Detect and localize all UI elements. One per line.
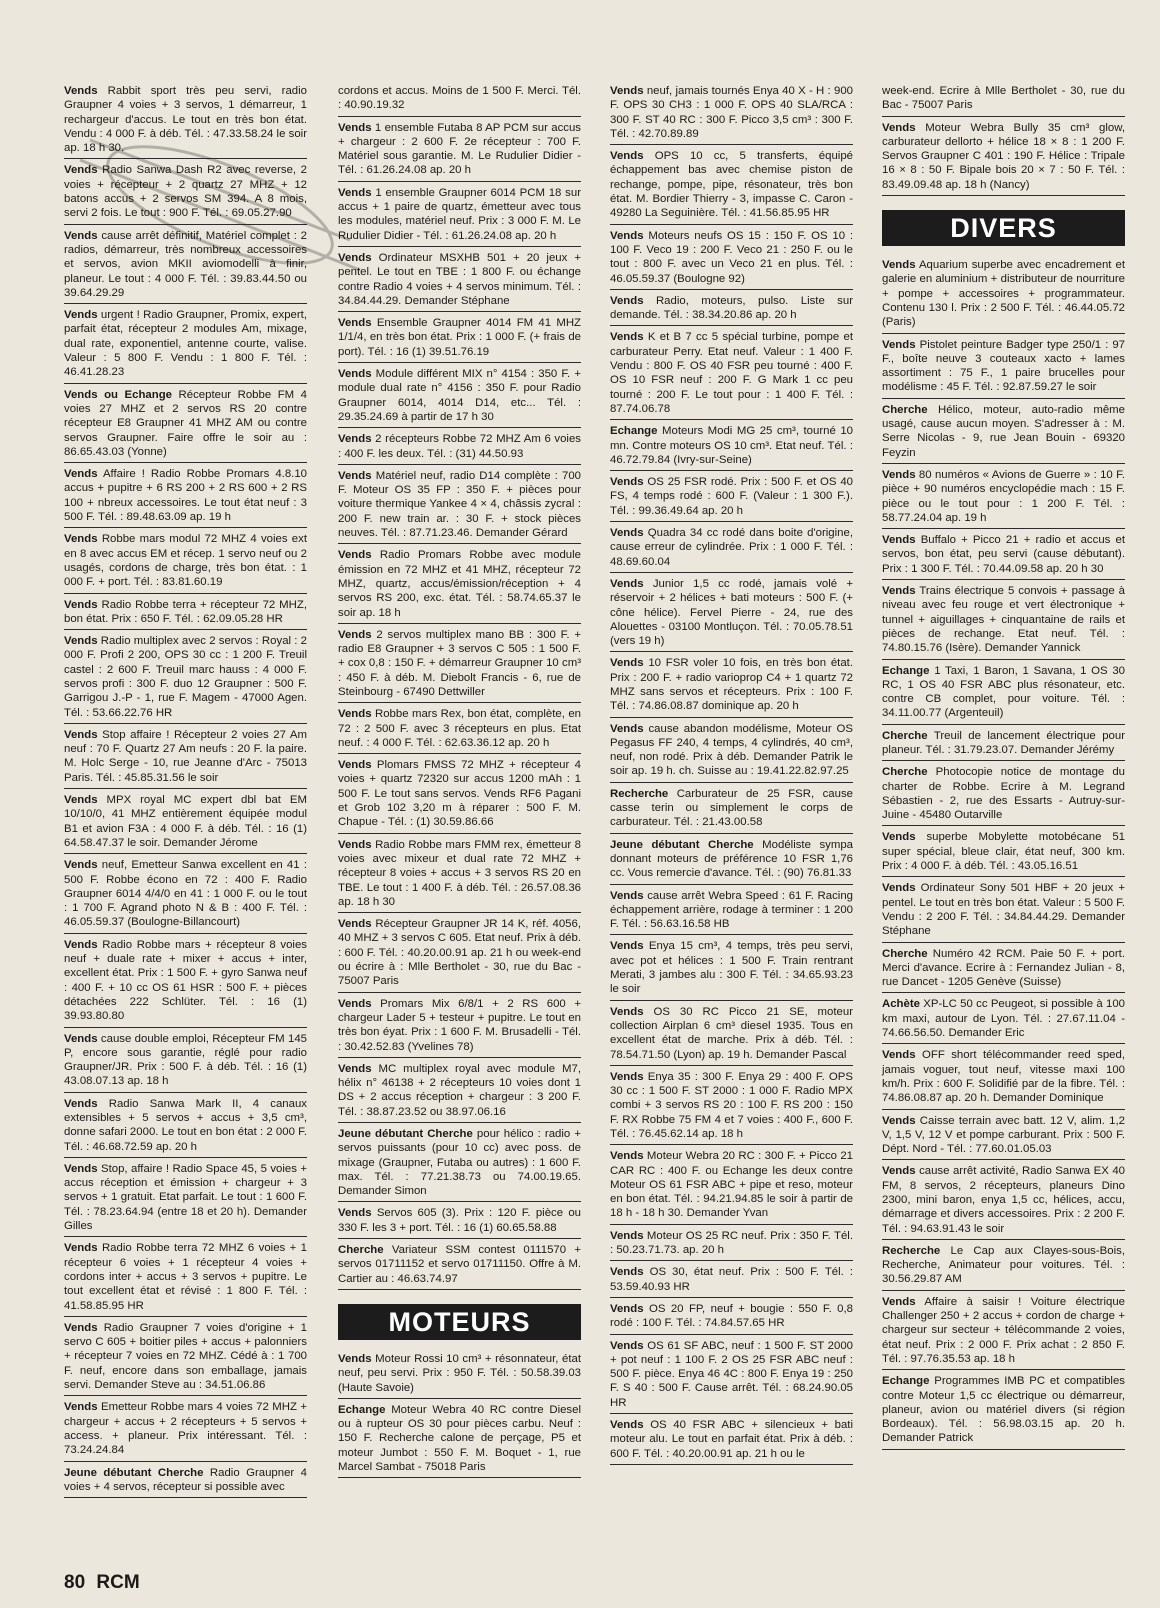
classified-ad: [882, 256, 1125, 333]
ad-text: Radio Robbe terra + récepteur 72 MHZ, bon état. Prix : 650 F. Tél. : 62.09.05.28 HR: [64, 598, 307, 625]
ad-verb: Vends: [338, 121, 372, 134]
ad-verb: Vends: [64, 309, 98, 322]
classified-ad: [64, 596, 307, 631]
ad-verb: Vends: [64, 1242, 98, 1255]
ad-verb: Vends: [338, 1062, 372, 1075]
ad-verb: Echange: [882, 664, 930, 677]
classified-ad: [610, 422, 853, 471]
ad-text: Servos 605 (3). Prix : 120 F. pièce ou 330 F. les 3 + port. Tél. : 16 (1) 60.65.58.88: [338, 1207, 581, 1234]
ad-text: Stop affaire ! Récepteur 2 voies 27 Am neuf : 70 F. Quartz 27 Am neufs : 20 F. la paire. M. Holc Serge - 10, rue Jeanne d'Arc - 75013 Paris. Tél. : 45.85.31.56 le soir: [64, 728, 307, 784]
ad-text: Radio Promars Robbe avec module émission en 72 MHZ et 41 MHZ, récepteur 72 MHZ, quartz, accus/émission/réception + 4 servos RS 200, exc. état. Tél. : 58.74.65.37 le soir ap. 18 h: [338, 549, 581, 619]
classified-ad: [338, 546, 581, 623]
ad-text: urgent ! Radio Graupner, Promix, expert, parfait état, récepteur 2 modules Am, mixage, dual rate, exponentiel, antenne courte, valise. Valeur : 5 800 F. Vendu : 1 800 F. Tél. : 46.41.28.23: [64, 309, 307, 379]
column-4: [882, 82, 1125, 1452]
classified-ad: [610, 575, 853, 652]
ad-text: OPS 10 cc, 5 transferts, équipé échappement bas avec chemise piston de rechange, pompe, pipe, résonateur, très bon état. M. Bordier Thierry - 3, impasse C. Caron - 49280 La Seguinière. Tél. : 41.56.85.95 HR: [610, 150, 853, 220]
ad-text: cause abandon modélisme, Moteur OS Pegasus FF 240, 4 temps, 4 cylindrés, 40 cm³, neuf, non rodé. Prix à déb. Demander Patrik le soir ap. 19 h. ch. Suisse au : 19.41.22.82.97.25: [610, 722, 853, 778]
ad-text: XP-LC 50 cc Peugeot, si possible à 100 km maxi, autour de Lyon. Tél. : 27.67.11.04 - 74.66.56.50. Demander Eric: [882, 998, 1125, 1040]
classified-ad: [338, 995, 581, 1058]
ad-text: cause double emploi, Récepteur FM 145 P, encore sous garantie, réglé pour radio Graupner/JR. Prix : 500 F. à déb. Tél. : 16 (1) 43.08.07.13 ap. 18 h: [64, 1032, 307, 1088]
classified-ad: [64, 465, 307, 528]
ad-verb: Vends: [64, 229, 98, 242]
ad-verb: Vends ou Echange: [64, 388, 172, 401]
section-heading-divers: DIVERS: [882, 210, 1125, 246]
ad-verb: Vends: [64, 533, 98, 546]
ad-verb: Vends: [610, 1229, 644, 1242]
classified-ad: [64, 1239, 307, 1316]
classified-ad: [338, 626, 581, 703]
ad-verb: Jeune débutant Cherche: [338, 1128, 473, 1140]
ad-text: 80 numéros « Avions de Guerre » : 10 F. pièce + 90 numéros encyclopédie mach : 15 F. pièce ou le tout pour : 1 200 F. Tél. : 58.77.24.04 ap. 19 h: [882, 468, 1125, 524]
ad-verb: Vends: [64, 468, 98, 481]
ad-text: OS 61 SF ABC, neuf : 1 500 F. ST 2000 + pot neuf : 1 100 F. 2 OS 25 FSR ABC neuf : 500 F. pièce. Enya 46 4C : 800 F. Enya 19 : 250 F. S 40 : 500 F. Cause arrêt. Tél. : 68.24.90.05 HR: [610, 1339, 853, 1409]
classified-ad: [338, 365, 581, 428]
ad-text: 10 FSR voler 10 fois, en très bon état. Prix : 200 F. + radio varioprop C4 + 1 quartz 72 MHZ sans servos et récepteurs. Prix : 100 F. Tél. : 74.86.08.87 dominique ap. 20 h: [610, 657, 853, 713]
ad-text: OS 30 RC Picco 21 SE, moteur collection Airplan 6 cm³ diesel 1935. Tous en excellent état de marche. Prix à déb. Tél. : 78.54.71.50 (Lyon) ap. 19 h. Demander Pascal: [610, 1005, 853, 1061]
ad-text: MPX royal MC expert dbl bat EM 10/10/0, 41 MHZ entièrement équipée modul B1 et avion F3A : 4 000 F. à déb. Tél. : 16 (1) 64.58.47.37 le soir. Demander Jérome: [64, 794, 307, 849]
classified-ad: [64, 1319, 307, 1396]
ad-verb: Recherche: [882, 1244, 941, 1257]
ad-verb: Vends: [338, 708, 372, 721]
classified-ad: [64, 1464, 307, 1499]
ad-verb: Vends: [338, 759, 372, 772]
classified-ad: [610, 654, 853, 717]
ad-verb: Achète: [882, 998, 920, 1011]
ad-verb: Vends: [64, 728, 98, 741]
ad-text: Trains électrique 5 convois + passage à niveau avec feu rouge et vert électronique + tunnel + aiguillages + cinquantaine de rails et pièces de rechange. Etat neuf. Tél. : 74.80.15.76 (Isère). Demander Yannick: [882, 585, 1125, 655]
ad-text: Aquarium superbe avec encadrement et galerie en aluminium + distributeur de nourriture + pompe + accessoires + programmateur. Contenu 130 l. Prix : 2 500 F. Tél. : 46.44.05.72 (Paris): [882, 259, 1125, 329]
classified-ad: [610, 524, 853, 573]
ad-verb: Vends: [338, 997, 372, 1010]
ad-text: Plomars FMSS 72 MHZ + récepteur 4 voies + quartz 72320 sur accus 1200 mAh : 1 500 F. Le tout sans servos. Vends RF6 Pagani et Grob 102 3,20 m à réparer : 500 F. M. Chapue - Tél. : (1) 30.59.86.66: [338, 759, 581, 829]
classified-ad: [64, 386, 307, 463]
ad-verb: Vends: [610, 1419, 644, 1432]
ad-text: cause arrêt activité, Radio Sanwa EX 40 FM, 8 servos, 2 récepteurs, planeurs Dino 2300, mini baron, enya 1,5 cc, hélices, accu, démarrage et divers accessoires. Prix : 2 200 F. Tél. : 94.63.91.43 le soir: [882, 1165, 1125, 1235]
classified-ad: [882, 119, 1125, 196]
ad-text: Stop, affaire ! Radio Space 45, 5 voies + accus réception et émission + chargeur + 3 servos + 1 gratuit. Etat parfait. Le tout : 1 600 F. Tél. : 78.23.64.94 (entre 18 et 20 h). Demander Gilles: [64, 1162, 307, 1233]
ad-verb: Cherche: [882, 403, 928, 416]
ad-verb: Vends: [610, 657, 644, 670]
classified-ad: [610, 1300, 853, 1335]
classified-ad: [338, 184, 581, 247]
ad-verb: Vends: [338, 628, 372, 641]
ad-verb: Vends: [338, 469, 372, 482]
ad-text: Radio, moteurs, pulso. Liste sur demande. Tél. : 38.34.20.86 ap. 20 h: [610, 294, 853, 322]
ad-text: Affaire à saisir ! Voiture électrique Challenger 250 + 2 accus + cordon de charge + chargeur sur secteur + télécommande 2 voies, état neuf. Prix : 2 000 F. Prix achat : 2 850 F. Tél. : 97.76.35.53 ap. 18 h: [882, 1295, 1125, 1365]
classified-ad: [610, 82, 853, 145]
ad-text: Ordinateur MSXHB 501 + 20 jeux + pentel. Le tout en TBE : 1 800 F. ou échange contre Radio 4 voies + 4 servos minimum. Tél. : 34.84.44.29. Demander Stéphane: [338, 251, 581, 307]
ad-text: Moteur Webra 20 RC : 300 F. + Picco 21 CAR RC : 400 F. ou Echange les deux contre Moteur OS 61 FSR ABC + pipe et reso, moteur en bon état. Tél. : 94.21.94.85 le soir à partir de 18 h - 18 h 30. Demander Yvan: [610, 1150, 853, 1220]
column-2: [338, 82, 581, 1480]
ad-text: Récepteur Graupner JR 14 K, réf. 4056, 40 MHZ + 3 servos C 605. Etat neuf. Prix à déb. : 600 F. Tél. : 40.20.00.91 ap. 21 h ou week-end ou écrire à : Mlle Bertholet - 30, rue du Bac - 75007 Paris: [338, 918, 581, 988]
classified-ad: [64, 1160, 307, 1237]
classified-ad: [882, 466, 1125, 529]
classified-ad: [882, 401, 1125, 464]
classified-ad: [64, 1030, 307, 1093]
ad-verb: Vends: [610, 527, 644, 540]
ad-verb: Vends: [64, 1032, 98, 1045]
ad-text: Radio Sanwa Dash R2 avec reverse, 2 voies + récepteur + 2 quartz 27 MHZ + 12 batons accus + 2 servos SM 394. A 8 mois, servi 2 fois. Le tout : 900 F. Tél. : 69.05.27.90: [64, 164, 307, 220]
ad-verb: Vends: [338, 251, 372, 264]
ad-verb: Vends: [338, 1207, 372, 1220]
classified-ad: [610, 1416, 853, 1465]
ad-text: Variateur SSM contest 0111570 + servos 01711152 et servo 01711150. Offre à M. Cartier au : 46.63.74.97: [338, 1244, 581, 1285]
ad-verb: Vends: [610, 889, 644, 902]
ad-text: OS 25 FSR rodé. Prix : 500 F. et OS 40 FS, 4 temps rodé : 600 F. (Valeur : 1 300 F.). Tél. : 99.36.49.64 ap. 20 h: [610, 476, 853, 517]
ad-verb: Vends: [610, 331, 644, 344]
column-3: [610, 82, 853, 1467]
ad-verb: Vends: [338, 549, 372, 562]
ad-verb: Vends: [882, 1049, 916, 1062]
ad-text: Modéliste sympa donnant moteurs de préférence 10 FSR 1,76 cc. Vous remercie d'avance. Tél. : (90) 76.81.33: [610, 838, 853, 880]
ad-verb: Vends: [610, 1005, 644, 1018]
ad-text: Promars Mix 6/8/1 + 2 RS 600 + chargeur Lader 5 + testeur + pupitre. Le tout en très bon éyat. Prix : 1 600 F. M. Brusadelli - Tél. : 30.42.52.83 (Yvelines 78): [338, 997, 581, 1053]
column-2-moteurs-ads: [338, 1350, 581, 1478]
classified-ad: [882, 828, 1125, 877]
classified-ad: [338, 467, 581, 544]
ad-verb: Cherche: [882, 766, 928, 779]
classified-ad: [882, 1162, 1125, 1239]
ad-text: Ensemble Graupner 4014 FM 41 MHZ 1/1/4, en très bon état. Prix : 1 000 F. (+ frais de port). Tél. : 16 (1) 39.51.76.19: [338, 317, 581, 358]
ad-verb: Vends: [610, 1150, 644, 1163]
ad-verb: Vends: [882, 534, 916, 547]
ad-verb: Echange: [610, 425, 658, 438]
classified-ad: [338, 915, 581, 992]
ad-text: Enya 15 cm³, 4 temps, très peu servi, avec pot et hélices : 1 500 F. Train rentrant Merati, 3 jambes alu : 300 F. Tél. : 34.65.93.23 le soir: [610, 940, 853, 996]
ad-verb: Vends: [64, 1162, 98, 1175]
page-number: 80: [64, 1572, 86, 1593]
classified-ad: [882, 1046, 1125, 1109]
ad-verb: Jeune débutant Cherche: [610, 838, 754, 851]
classified-ad: [882, 1293, 1125, 1370]
classified-ad: [610, 937, 853, 1000]
ad-verb: Jeune débutant Cherche: [64, 1466, 204, 1479]
ad-text: OFF short télécommander reed sped, jamais voguer, tout neuf, vitesse maxi 100 km/h. Prix : 600 F. Solidifié par de la fibre. Tél. : 74.86.08.87 ap. 20 h. Demander Dominique: [882, 1049, 1125, 1105]
ad-text: pour hélico : radio + servos puissants (pour 10 cc) avec poss. de mixage (Graupner, Futaba ou autres) : 1 600 F. max. Tél. : 77.21.38.73 ou 74.00.19.65. Demander Simon: [338, 1128, 582, 1198]
classified-ad: [64, 1095, 307, 1158]
classified-ad: [64, 791, 307, 854]
classified-ad: [64, 530, 307, 593]
classified-ad: [610, 227, 853, 290]
ad-text: Buffalo + Picco 21 + radio et accus et servos, bon état, peu servi (cause débutant). Prix : 1 300 F. Tél. : 70.44.09.58 ap. 20 h 30: [882, 534, 1125, 575]
ad-text: Ordinateur Sony 501 HBF + 20 jeux + pentel. Le tout en très bon état. Valeur : 5 500 F. Vendu : 2 200 F. Tél. : 34.84.44.29. Demander Stéphane: [882, 882, 1125, 938]
ad-text: Le Cap aux Clayes-sous-Bois, Recherche, Animateur pour voitures. Tél. : 30.56.29.87 AM: [882, 1244, 1125, 1286]
ad-text: Radio Robbe terra 72 MHZ 6 voies + 1 récepteur 6 voies + 1 récepteur 4 voies + cordons inter + accus + 3 servos + pupitre. Le tout excellent état et révisé : 1 800 F. Tél. : 41.58.85.95 HR: [64, 1242, 307, 1312]
ad-verb: Vends: [338, 838, 372, 851]
classified-ad: [610, 1147, 853, 1224]
ad-text: cause arrêt Webra Speed : 61 F. Racing échappement arrière, rodage à terminer : 1 200 F. Tél. : 56.63.16.58 HB: [610, 889, 853, 931]
ad-text: neuf, jamais tournés Enya 40 X - H : 900 F. OPS 30 CH3 : 1 000 F. OPS 40 SLA/RCA : 300 F. ST 40 RC : 300 F. Picco 3,5 cm³ : 300 F. Tél. : 42.70.89.89: [610, 85, 853, 140]
ad-verb: Vends: [882, 121, 916, 134]
ad-verb: Vends: [610, 150, 644, 163]
ad-verb: Vends: [64, 598, 98, 611]
ad-text: cause arrêt définitif, Matériel complet : 2 radios, démarreur, très nombreux accessoires et servos, avion MKII aviomodelli à finir, planeur. Le tout : 4 000 F. Tél. : 39.83.44.50 ou 39.64.29.29: [64, 229, 307, 299]
ad-verb: Cherche: [338, 1244, 384, 1257]
ad-text: Moteur Webra Bully 35 cm³ glow, carburateur dellorto + hélice 18 × 8 : 1 200 F. Servos Graupner C 401 : 190 F. Hélice : Tripale 16 × 8 : 50 F. Bipale bois 20 × 7 : 50 F. Tél. : 83.49.09.48 ap. 18 h (Nancy): [882, 121, 1125, 191]
ad-verb: Vends: [610, 1266, 644, 1279]
classified-ad: [64, 227, 307, 304]
section-heading-moteurs: MOTEURS: [338, 1304, 581, 1340]
ad-verb: Vends: [610, 294, 644, 307]
column-2-ads: [338, 82, 581, 1290]
magazine-name: RCM: [96, 1572, 140, 1593]
ad-text: OS 30, état neuf. Prix : 500 F. Tél. : 53.59.40.93 HR: [610, 1266, 853, 1293]
ad-text: Emetteur Robbe mars 4 voies 72 MHZ + chargeur + accus + 2 récepteurs + 5 servos + access. + planeur. Prix intéressant. Tél. : 73.24.24.84: [64, 1401, 307, 1457]
ad-text: 1 Taxi, 1 Baron, 1 Savana, 1 OS 30 RC, 1 OS 40 FSR ABC plus résonateur, etc. contre CB complet, pour voiture. Tél. : 34.11.00.77 (Argenteuil): [882, 664, 1125, 720]
ad-verb: Vends: [64, 938, 98, 951]
ad-text: OS 40 FSR ABC + silencieux + bati moteur alu. Le tout en parfait état. Prix à déb. : 600 F. Tél. : 40.20.00.91 ap. 21 h ou le: [610, 1419, 853, 1460]
ad-verb: Vends: [882, 585, 916, 598]
ad-verb: Vends: [610, 85, 644, 97]
ad-text: superbe Mobylette motobécane 51 super spécial, bleue clair, état neuf, 300 km. Prix : 4 000 F. à déb. Tél. : 43.05.16.51: [882, 831, 1125, 873]
classified-ad: [610, 1263, 853, 1298]
ad-verb: Vends: [882, 1114, 916, 1127]
classified-ad: [610, 473, 853, 522]
classified-ad: [882, 582, 1125, 659]
ad-verb: Vends: [882, 1295, 916, 1308]
ad-verb: Vends: [610, 577, 644, 590]
classified-ad: [882, 1242, 1125, 1291]
ad-text: Treuil de lancement électrique pour planeur. Tél. : 31.79.23.07. Demander Jérémy: [882, 729, 1125, 756]
classified-ad: [64, 82, 307, 159]
ad-verb: Vends: [610, 476, 644, 489]
ad-verb: Vends: [338, 918, 372, 931]
ad-verb: Vends: [338, 433, 372, 446]
ad-text: Moteurs neufs OS 15 : 150 F. OS 10 : 100 F. Veco 19 : 200 F. Veco 21 : 250 F. ou le tout : 800 F. avec un Veco 21 en plus. Tél. : 46.05.59.37 (Boulogne 92): [610, 229, 853, 285]
ad-text: Radio Graupner 7 voies d'origine + 1 servo C 605 + boitier piles + accus + palonniers + récepteur 7 voies en 72 MHZ. Cédé à : 1 700 F. neuf, encore dans son emballage, jamais servi. Demander Steve au : 34.51.06.86: [64, 1321, 307, 1392]
classified-ad: [610, 836, 853, 885]
ad-verb: Vends: [64, 164, 98, 177]
classified-ad: [338, 836, 581, 913]
ad-text: Hélico, moteur, auto-radio même usagé, cause aucun moyen. S'adresser à : M. Serre Nicolas - 9, rue Jean Bouin - 69320 Feyzin: [882, 403, 1125, 459]
ad-text: Radio Robbe mars + récepteur 8 voies neuf + duale rate + mixer + accus + inter, excellent état. Prix : 1 500 F. + gyro Sanwa neuf : 400 F. + 10 cc OS 61 HSR : 500 F. + pièces détachées 222 Schlüter. Tél. : 16 (1) 39.93.80.80: [64, 938, 307, 1023]
classified-ad: [64, 856, 307, 933]
classified-ad: [338, 1401, 581, 1478]
ad-text: 1 ensemble Futaba 8 AP PCM sur accus + chargeur : 2 600 F. 2e récepteur : 700 F. Matériel sous garantie. M. Le Rudulier Didier - Tél. : 61.26.24.08 ap. 20 h: [338, 121, 581, 177]
ad-verb: Vends: [882, 468, 916, 481]
classified-ad: [882, 1372, 1125, 1449]
ad-text: week-end. Ecrire à Mlle Bertholet - 30, rue du Bac - 75007 Paris: [882, 85, 1125, 112]
ad-verb: Cherche: [882, 947, 928, 960]
ad-verb: Vends: [882, 1165, 916, 1178]
ad-verb: Echange: [338, 1403, 386, 1416]
ad-text: Quadra 34 cc rodé dans boite d'origine, cause erreur de cylindrée. Prix : 1 000 F. Tél. : 48.69.60.04: [610, 527, 853, 568]
ad-verb: Vends: [64, 635, 98, 648]
classified-ad: [610, 1003, 853, 1066]
ad-verb: Vends: [882, 831, 916, 844]
ad-text: Carburateur de 25 FSR, cause casse terin ou simplement le corps de carburateur. Tél. : 21.43.00.58: [610, 787, 853, 829]
ad-text: OS 20 FP, neuf + bougie : 550 F. 0,8 rodé : 100 F. Tél. : 74.84.57.65 HR: [610, 1302, 853, 1330]
ad-text: Moteur Webra 40 RC contre Diesel ou à rupteur OS 30 pour pièces carbu. Neuf : 150 F. Recherche calone de perçage, P5 et moteur Jumbot : 550 F. M. Boquet - 1, rue Marcel Sambat - 75018 Paris: [338, 1403, 581, 1474]
column-4-top-ads: [882, 82, 1125, 196]
ad-verb: Vends: [610, 1070, 644, 1083]
ad-text: K et B 7 cc 5 spécial turbine, pompe et carburateur Perry. Etat neuf. Valeur : 1 400 F. Vendu : 800 F. OS 40 FSR peu tourné : 400 F. OS 10 FSR neuf : 200 F. G Mark 1 cc peu tourné : 200 F. Le tout pour : 1 400 F. Tél. : 87.74.06.78: [610, 331, 853, 415]
ad-text: Radio Robbe mars FMM rex, émetteur 8 voies avec mixeur et dual rate 72 MHZ + récepteur 8 voies + accus + 3 servos RS 20 en TBE. Le tout : 1 400 F. à déb. Tél. : 26.57.08.36 ap. 18 h 30: [338, 838, 581, 908]
ad-verb: Cherche: [882, 729, 928, 742]
classified-ad: [338, 314, 581, 363]
ad-verb: Vends: [610, 722, 644, 735]
ad-verb: Vends: [64, 1401, 98, 1414]
classified-ad: [882, 727, 1125, 762]
ad-verb: Vends: [338, 368, 372, 381]
classified-ad: [338, 1204, 581, 1239]
ad-text: Enya 35 : 300 F. Enya 29 : 400 F. OPS 30 cc : 1 500 F. ST 2000 : 1 000 F. Radio MPX combi + 3 servos RS 20 : 100 F. RS 200 : 150 F. RX Robbe 75 FM 4 et 7 voies : 400 F., 600 F. Tél. : 76.45.62.14 ap. 18 h: [610, 1070, 853, 1140]
ad-text: 2 servos multiplex mano BB : 300 F. + radio E8 Graupner + 3 servos C 505 : 1 500 F. + cox 0,8 : 150 F. + démarreur Graupner 10 cm³ : 450 F. à déb. M. Diebolt Francis - 6, rue de Steinbourg - 67490 Dettwiller: [338, 628, 581, 698]
classified-ad: [338, 756, 581, 833]
ad-text: Moteur Rossi 10 cm³ + résonnateur, état neuf, peu servi. Prix : 950 F. Tél. : 50.58.39.03 (Haute Savoie): [338, 1352, 581, 1394]
ad-verb: Vends: [882, 259, 916, 272]
classified-ad: [610, 785, 853, 834]
ad-text: 1 ensemble Graupner 6014 PCM 18 sur accus + 1 paire de quartz, émetteur avec tous les modules, matériel neuf. Prix : 3 000 F. M. Le Rudulier Didier - Tél. : 61.26.24.08 ap. 20 h: [338, 186, 581, 242]
ad-text: Junior 1,5 cc rodé, jamais volé + réservoir + 2 hélices + bati moteurs : 500 F. (+ cône hélice). Fervel Pierre - 24, rue des Alouettes - 03100 Montluçon. Tél. : 70.05.78.51 (vers 19 h): [610, 577, 853, 648]
classified-ad: [338, 1060, 581, 1123]
ad-text: Robbe mars Rex, bon état, complète, en 72 : 2 500 F. avec 3 récepteurs en plus. Etat neuf. : 4 000 F. Tél. : 62.63.36.12 ap. 20 h: [338, 708, 581, 749]
classified-ad: [882, 879, 1125, 942]
classified-ad: [610, 720, 853, 783]
ad-text: Caisse terrain avec batt. 12 V, alim. 1,2 V, 1,5 V, 12 V et pompe carburant. Prix : 500 F. Dépt. Nord - Tél. : 77.60.01.05.03: [882, 1114, 1125, 1156]
classified-ad: [338, 1241, 581, 1290]
ad-text: Récepteur Robbe FM 4 voies 27 MHZ et 2 servos RS 20 contre récepteur E8 Graupner 41 MHZ AM ou contre servos Graupner. Faire offre le soir au : 86.65.43.03 (Yonne): [64, 388, 307, 458]
classified-ad: [338, 1125, 581, 1202]
classified-ad: [610, 887, 853, 936]
ad-text: Pistolet peinture Badger type 250/1 : 97 F., boîte neuve 3 couteaux xacto + lames assortiment : 75 F., 1 paire brucelles pour modélisme : 45 F. Tél. : 92.87.59.27 le soir: [882, 338, 1125, 394]
ad-verb: Vends: [610, 940, 644, 953]
ad-verb: Vends: [338, 1352, 372, 1365]
ad-text: MC multiplex royal avec module M7, hélix n° 46138 + 2 récepteurs 10 voies dont 1 DS + 2 accus réception + chargeur : 3 200 F. Tél. : 38.87.23.52 ou 38.97.06.16: [338, 1062, 581, 1118]
classified-ad: [338, 119, 581, 182]
classified-ad: [610, 1068, 853, 1145]
ad-text: Moteurs Modi MG 25 cm³, tourné 10 mn. Contre moteurs OS 10 cm³. Etat neuf. Tél. : 46.72.79.84 (Ivry-sur-Seine): [610, 425, 853, 466]
classified-ad: [610, 147, 853, 224]
ad-verb: Vends: [882, 338, 916, 351]
classified-ad: [882, 531, 1125, 580]
ad-verb: Vends: [64, 794, 98, 807]
classified-ad: [610, 1337, 853, 1414]
ad-verb: Vends: [64, 1321, 98, 1334]
classified-ad: [64, 936, 307, 1028]
ad-verb: Vends: [64, 1097, 98, 1110]
classified-ad: [610, 1227, 853, 1262]
page-footer: [64, 1572, 146, 1594]
column-4-divers-ads: [882, 256, 1125, 1450]
classified-ad: [882, 945, 1125, 994]
classified-ad: [64, 306, 307, 383]
ad-verb: Vends: [882, 882, 916, 895]
ad-verb: Vends: [338, 317, 372, 330]
ad-text: cordons et accus. Moins de 1 500 F. Merci. Tél. : 40.90.19.32: [338, 85, 581, 112]
ad-text: Radio Graupner 4 voies + 4 servos, récepteur si possible avec: [64, 1466, 307, 1493]
ad-verb: Echange: [882, 1375, 930, 1388]
classified-ad: [64, 726, 307, 789]
ad-text: Affaire ! Radio Robbe Promars 4.8.10 accus + pupitre + 6 RS 200 + 2 RS 600 + 2 RS 100 + nbreux accessoires. Le tout état neuf : 3 500 F. Tél. : 89.48.63.09 ap. 19 h: [64, 468, 307, 524]
ad-text: Numéro 42 RCM. Paie 50 F. + port. Merci d'avance. Ecrire à : Fernandez Julian - 8, rue Dancet - 1205 Genève (Suisse): [882, 947, 1125, 989]
classified-ad: [64, 632, 307, 724]
classified-ad: [882, 1112, 1125, 1161]
classified-ad: [882, 82, 1125, 117]
classified-ad: [338, 249, 581, 312]
classified-ad: [338, 82, 581, 117]
ad-text: Robbe mars modul 72 MHZ 4 voies ext en 8 avec accus EM et récep. 1 servo neuf ou 2 usagés, cordons de charge, très bon état. : 1 000 F. + port. Tél. : 83.81.60.19: [64, 533, 307, 589]
classified-ad: [64, 161, 307, 224]
ad-verb: Vends: [338, 186, 372, 199]
ad-verb: Vends: [610, 1339, 644, 1352]
classified-ad: [610, 292, 853, 327]
ad-text: 2 récepteurs Robbe 72 MHZ Am 6 voies : 400 F. les deux. Tél. : (31) 44.50.93: [338, 433, 581, 460]
classified-ad: [882, 662, 1125, 725]
ad-verb: Vends: [610, 1302, 644, 1315]
ad-text: Radio Sanwa Mark II, 4 canaux extensibles + 5 servos + accus + 3,5 cm³, donne safari 2000. Le tout en bon état : 2 000 F. Tél. : 46.68.72.59 ap. 20 h: [64, 1097, 307, 1153]
ad-text: Radio multiplex avec 2 servos : Royal : 2 000 F. Profi 2 200, OPS 30 cc : 1 200 F. Treuil castel : 2 600 F. Treuil marc hauss : 4 000 F. servos profi : 300 F. duo 12 Graupner : 500 F. Garrigou J.-P - 1, rue F. Magem - 47000 Agen. Tél. : 53.66.22.76 HR: [64, 635, 307, 719]
ad-verb: Vends: [64, 85, 98, 97]
classified-ad: [338, 430, 581, 465]
ad-text: neuf, Emetteur Sanwa excellent en 41 : 500 F. Robbe écono en 72 : 400 F. Radio Graupner 6014 4/4/0 en 41 : 1 000 F. ou le tout : 1 700 F. Agrand photo N & B : 400 F. Tél. : 46.05.59.37 (Boulogne-Billancourt): [64, 859, 307, 929]
classified-ad: [610, 328, 853, 420]
ad-verb: Vends: [610, 229, 644, 242]
ad-text: Moteur OS 25 RC neuf. Prix : 350 F. Tél. : 50.23.71.73. ap. 20 h: [610, 1229, 853, 1257]
classified-ad: [338, 1350, 581, 1399]
ad-verb: Recherche: [610, 787, 669, 800]
ad-text: Matériel neuf, radio D14 complète : 700 F. Moteur OS 35 FP : 350 F. + pièces pour voiture thermique Yankee 4 × 4, châssis zycral : 200 F. new train ar. : 30 F. + stock pièces neuves. Tél. : 87.71.23.46. Demander Gérard: [338, 469, 581, 540]
ad-text: Photocopie notice de montage du charter de Robbe. Ecrire à M. Legrand Sébastien - 2, rue des Essarts - Autruy-sur-Juine - 45480 Outarville: [882, 766, 1125, 822]
ad-verb: Vends: [64, 859, 98, 872]
ad-text: Module différent MIX n° 4154 : 350 F. + module dual rate n° 4156 : 350 F. pour Radio Graupner 6014, 4014 D14, etc... Tél. : 29.35.24.69 à partir de 17 h 30: [338, 368, 581, 423]
classified-ad: [338, 705, 581, 754]
classified-ad: [882, 336, 1125, 399]
ad-text: Programmes IMB PC et compatibles contre Moteur 1,5 cc électrique ou démarreur, planeur, avion ou matériel divers (si région Bordeaux). Tél. : 56.98.03.15 ap. 20 h. Demander Patrick: [882, 1375, 1125, 1445]
ad-text: Rabbit sport très peu servi, radio Graupner 4 voies + 3 servos, 1 démarreur, 1 rechargeur d'accus. Le tout en très bon état. Vendu : 4 000 F. à déb. Tél. : 47.33.58.24 le soir ap. 18 h 30.: [64, 85, 307, 155]
classified-ad: [882, 763, 1125, 826]
classified-ad: [882, 995, 1125, 1044]
classified-ad: [64, 1398, 307, 1461]
column-1: [64, 82, 307, 1500]
